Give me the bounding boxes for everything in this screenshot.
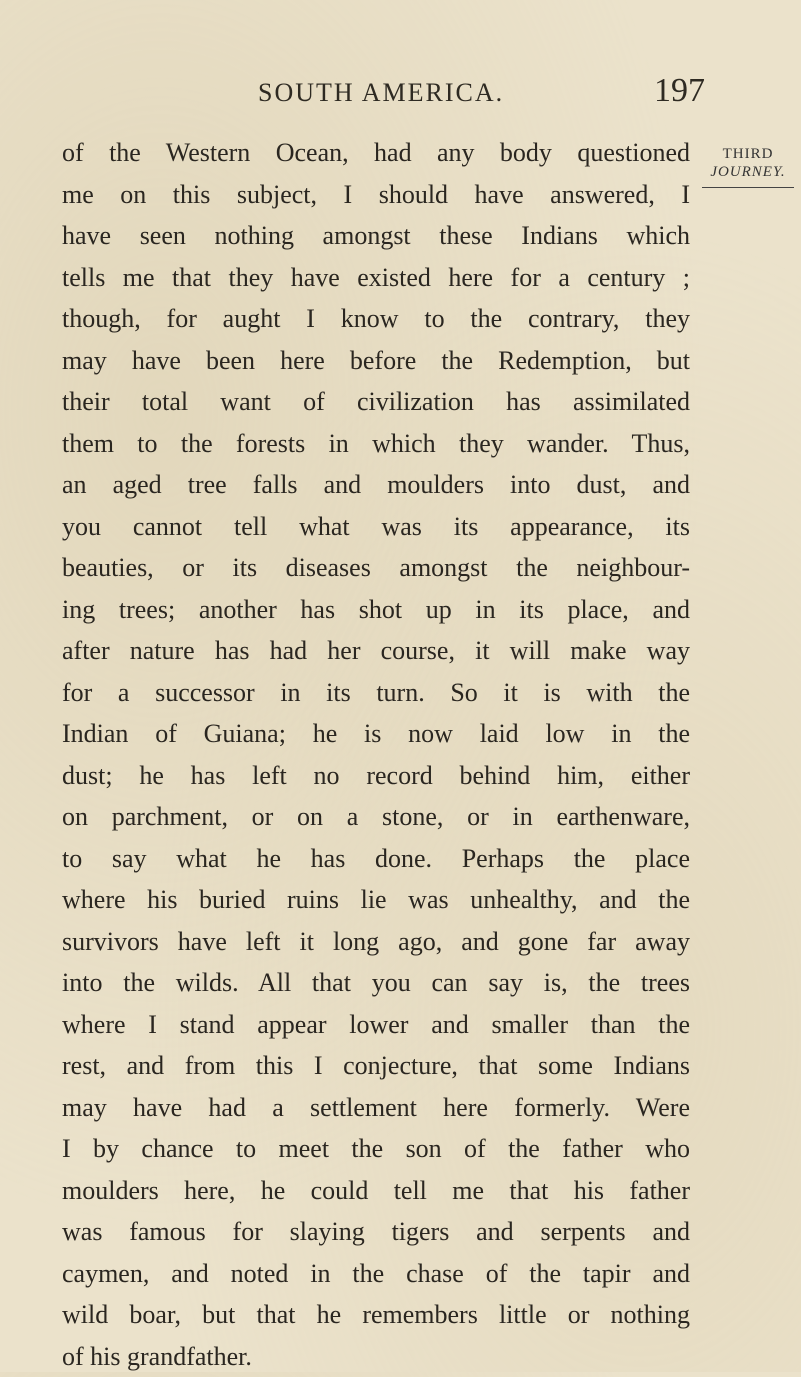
text-line: moulders here, he could tell me that his father: [62, 1170, 690, 1212]
text-line: caymen, and noted in the chase of the tapir and: [62, 1253, 690, 1295]
text-line: into the wilds. All that you can say is, the trees: [62, 962, 690, 1004]
text-line: may have been here before the Redemption, but: [62, 340, 690, 382]
text-line: dust; he has left no record behind him, either: [62, 755, 690, 797]
sidenote: [700, 145, 796, 188]
text-line: you cannot tell what was its appearance, its: [62, 506, 690, 548]
running-head: SOUTH AMERICA.: [258, 78, 504, 108]
text-line: was famous for slaying tigers and serpents and: [62, 1211, 690, 1253]
text-line: after nature has had her course, it will make way: [62, 630, 690, 672]
text-line: survivors have left it long ago, and gone far away: [62, 921, 690, 963]
text-line: have seen nothing amongst these Indians which: [62, 215, 690, 257]
text-line: wild boar, but that he remembers little or nothing: [62, 1294, 690, 1336]
text-line: may have had a settlement here formerly. Were: [62, 1087, 690, 1129]
text-line: Indian of Guiana; he is now laid low in the: [62, 713, 690, 755]
body-text: [62, 132, 690, 1377]
sidenote-rule: [702, 187, 794, 188]
text-line: them to the forests in which they wander. Thus,: [62, 423, 690, 465]
text-line: though, for aught I know to the contrary, they: [62, 298, 690, 340]
text-line: rest, and from this I conjecture, that some Indians: [62, 1045, 690, 1087]
text-line: I by chance to meet the son of the father who: [62, 1128, 690, 1170]
sidenote-line-1: THIRD: [700, 145, 796, 163]
text-line: where his buried ruins lie was unhealthy, and the: [62, 879, 690, 921]
text-line: tells me that they have existed here for a century ;: [62, 257, 690, 299]
text-line: to say what he has done. Perhaps the place: [62, 838, 690, 880]
sidenote-line-2: JOURNEY.: [700, 163, 796, 181]
text-line: where I stand appear lower and smaller than the: [62, 1004, 690, 1046]
page-number: 197: [654, 72, 705, 110]
text-line: me on this subject, I should have answered, I: [62, 174, 690, 216]
text-line: beauties, or its diseases amongst the neighbour-: [62, 547, 690, 589]
text-line: ing trees; another has shot up in its place, and: [62, 589, 690, 631]
text-line: for a successor in its turn. So it is with the: [62, 672, 690, 714]
text-line: their total want of civilization has assimilated: [62, 381, 690, 423]
text-line: on parchment, or on a stone, or in earthenware,: [62, 796, 690, 838]
text-line: an aged tree falls and moulders into dust, and: [62, 464, 690, 506]
text-line: of his grandfather.: [62, 1336, 690, 1377]
text-line: of the Western Ocean, had any body questioned: [62, 132, 690, 174]
